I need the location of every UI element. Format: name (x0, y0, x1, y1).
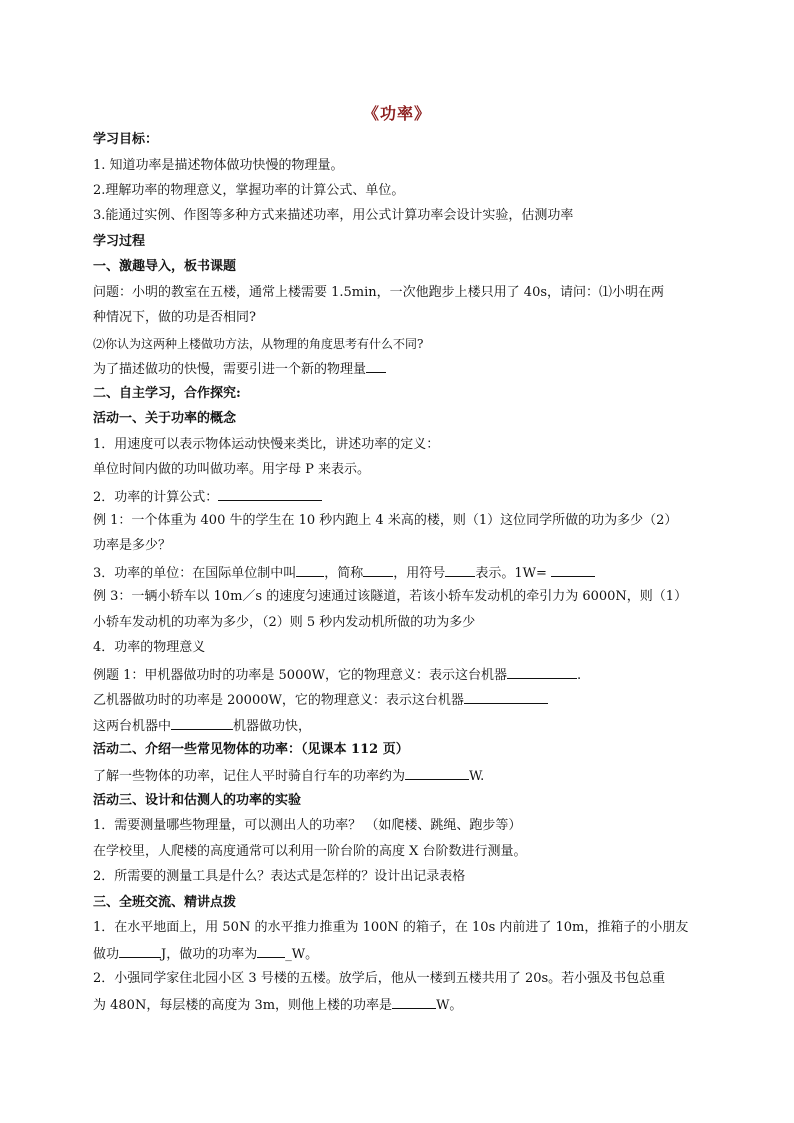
compare-line (93, 716, 713, 736)
activity-3-heading: 活动三、设计和估测人的功率的实验 (93, 793, 302, 808)
activity-3-note: 在学校里，人爬楼的高度通常可以利用一阶台阶的高度 X 台阶数进行测量。 (93, 844, 527, 859)
bike-power-unit: W. (469, 769, 485, 784)
goal-1: 1. 知道功率是描述物体做功快慢的物理量。 (93, 158, 344, 173)
unit-text-1: 3．功率的单位：在国际单位制中叫 (93, 566, 297, 581)
machine-a-end: . (576, 668, 582, 683)
machine-a-line (93, 665, 713, 685)
activity-2-heading: 活动二、介绍一些常见物体的功率：（见课本 112 页） (93, 742, 409, 757)
unit-text-3: ，用符号 (393, 566, 446, 581)
machine-a-text: 例题 1：甲机器做功时的功率是 5000W，它的物理意义：表示这台机器 (93, 668, 507, 683)
exercise-2-line-2 (93, 995, 713, 1015)
unit-text-2: ，简称 (324, 566, 364, 581)
new-quantity-text: 为了描述做功的快慢，需要引进一个新的物理量 (93, 362, 367, 377)
example-3-line-1: 例 3：一辆小轿车以 10m／s 的速度匀速通过该隧道，若该小轿车发动机的牵引力为 6000N，则（1） (93, 589, 688, 604)
exercise-1-line-2 (93, 944, 713, 964)
physical-meaning-heading: 4．功率的物理意义 (93, 640, 206, 655)
bike-power-line (93, 766, 713, 786)
bike-power-text: 了解一些物体的功率，记住人平时骑自行车的功率约为 (93, 769, 406, 784)
blank-field[interactable] (119, 944, 161, 958)
unit-text-4: 表示。1W= (475, 566, 547, 581)
blank-field[interactable] (366, 359, 386, 373)
activity-3-item-2: 2．所需要的测量工具是什么？表达式是怎样的？设计出记录表格 (93, 869, 466, 884)
machine-b-line (93, 690, 713, 710)
exercise-1-line-1: 1．在水平地面上，用 50N 的水平推力推重为 100N 的箱子，在 10s 内前进了 10m，推箱子的小朋友 (93, 920, 689, 935)
blank-field[interactable] (257, 944, 285, 958)
goal-2: 2.理解功率的物理意义，掌握功率的计算公式、单位。 (93, 183, 405, 198)
exercise-2-unit: W。 (436, 998, 463, 1013)
goal-3: 3.能通过实例、作图等多种方式来描述功率，用公式计算功率会设计实验，估测功率 (93, 208, 574, 223)
blank-field[interactable] (464, 690, 548, 704)
section-1-heading: 一、激趣导入，板书课题 (93, 259, 237, 274)
blank-field[interactable] (171, 716, 233, 730)
question-line-1: 问题：小明的教室在五楼，通常上楼需要 1.5min，一次他跑步上楼只用了 40s，请问：⑴小明在两 (93, 285, 665, 300)
exercise-2-text: 为 480N，每层楼的高度为 3m，则他上楼的功率是 (93, 998, 393, 1013)
exercise-1-text-1: 做功 (93, 947, 120, 962)
exercise-1-text-2: J，做功的功率为 (161, 947, 258, 962)
section-2-heading: 二、自主学习，合作探究: (93, 386, 241, 401)
blank-field[interactable] (445, 563, 475, 577)
blank-field[interactable] (392, 995, 436, 1009)
compare-text-2: 机器做功快， (233, 719, 312, 734)
example-3-line-2: 小轿车发动机的功率为多少，（2）则 5 秒内发动机所做的功为多少 (93, 615, 476, 630)
blank-field[interactable] (218, 487, 322, 501)
exercise-1-text-3: _W。 (285, 947, 319, 962)
blank-field[interactable] (363, 563, 393, 577)
example-1-line-2: 功率是多少？ (93, 538, 172, 553)
section-3-heading: 三、全班交流、精讲点拨 (93, 895, 237, 910)
blank-field[interactable] (296, 563, 324, 577)
activity-3-item-1: 1．需要测量哪些物理量，可以测出人的功率？ （如爬楼、跳绳、跑步等） (93, 818, 522, 833)
compare-text-1: 这两台机器中 (93, 719, 172, 734)
activity-1-item-1: 1．用速度可以表示物体运动快慢来类比，讲述功率的定义： (93, 437, 440, 452)
blank-field[interactable] (405, 766, 469, 780)
blank-field[interactable] (507, 665, 577, 679)
exercise-2-line-1: 2．小强同学家住北园小区 3 号楼的五楼。放学后，他从一楼到五楼共用了 20s。若小强及书包总重 (93, 971, 666, 986)
unit-line (93, 563, 713, 583)
example-1-line-1: 例 1：一个体重为 400 牛的学生在 10 秒内跑上 4 米高的楼，则（1）这位同学所做的功为多少（2） (93, 513, 678, 528)
heading-learning-process: 学习过程 (93, 234, 146, 249)
activity-1-heading: 活动一、关于功率的概念 (93, 411, 237, 426)
question-line-2: 种情况下，做的功是否相同? (93, 310, 256, 325)
document-title: 《功率》 (362, 104, 431, 123)
blank-field[interactable] (551, 563, 595, 577)
new-quantity-line (93, 359, 713, 379)
formula-text: 2．功率的计算公式： (93, 490, 219, 505)
formula-line (93, 487, 713, 507)
machine-b-text: 乙机器做功时的功率是 20000W，它的物理意义：表示这台机器 (93, 693, 464, 708)
power-definition: 单位时间内做的功叫做功率。用字母 P 来表示。 (93, 462, 371, 477)
question-line-3: ⑵你认为这两种上楼做功方法，从物理的角度思考有什么不同? (93, 337, 424, 351)
heading-learning-goals: 学习目标： (93, 132, 159, 147)
